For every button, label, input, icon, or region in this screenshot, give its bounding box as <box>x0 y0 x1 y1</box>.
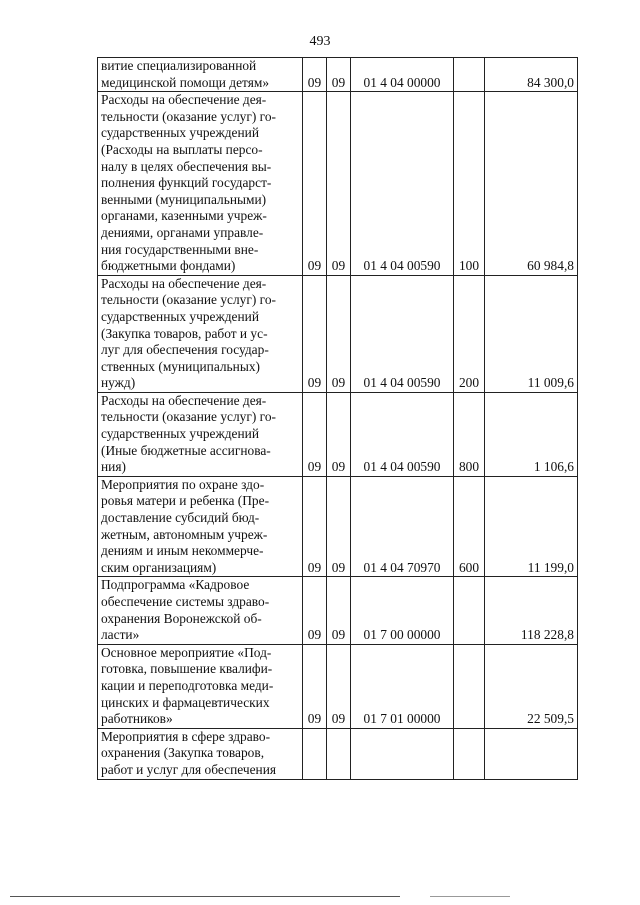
table-row <box>98 644 578 728</box>
section-code-cell: 09 <box>303 392 327 476</box>
table-row <box>98 92 578 276</box>
expense-type-cell <box>454 577 485 644</box>
amount-cell: 118 228,8 <box>485 577 578 644</box>
section-code-cell: 09 <box>303 476 327 577</box>
subsection-code-cell: 09 <box>327 476 351 577</box>
target-article-cell: 01 4 04 70970 <box>351 476 454 577</box>
section-code-cell <box>303 728 327 779</box>
amount-cell <box>485 728 578 779</box>
expense-type-cell: 100 <box>454 92 485 276</box>
target-article-cell: 01 4 04 00590 <box>351 275 454 392</box>
amount-cell: 22 509,5 <box>485 644 578 728</box>
section-code-cell: 09 <box>303 644 327 728</box>
expense-name-cell: Подпрограмма «Кадровое обеспечение системы здраво- охранения Воронежской об- ласти» <box>98 577 303 644</box>
budget-table <box>97 57 578 780</box>
expense-type-cell <box>454 728 485 779</box>
section-code-cell: 09 <box>303 275 327 392</box>
expense-type-cell: 800 <box>454 392 485 476</box>
footer-rule <box>10 896 400 897</box>
expense-name-cell: Расходы на обеспечение дея- тельности (оказание услуг) го- сударственных учреждений (Закупка товаров, работ и ус- луг для обеспечения государ- ственных (муниципальных) нужд) <box>98 275 303 392</box>
amount-cell: 11 199,0 <box>485 476 578 577</box>
expense-type-cell <box>454 58 485 92</box>
expense-type-cell <box>454 644 485 728</box>
section-code-cell: 09 <box>303 58 327 92</box>
subsection-code-cell: 09 <box>327 275 351 392</box>
table-row <box>98 577 578 644</box>
page-number: 493 <box>309 34 331 49</box>
table-row <box>98 275 578 392</box>
expense-type-cell: 200 <box>454 275 485 392</box>
target-article-cell: 01 7 01 00000 <box>351 644 454 728</box>
subsection-code-cell <box>327 728 351 779</box>
target-article-cell: 01 4 04 00590 <box>351 92 454 276</box>
subsection-code-cell: 09 <box>327 92 351 276</box>
amount-cell: 1 106,6 <box>485 392 578 476</box>
amount-cell: 11 009,6 <box>485 275 578 392</box>
target-article-cell: 01 4 04 00590 <box>351 392 454 476</box>
target-article-cell: 01 4 04 00000 <box>351 58 454 92</box>
footer-rule-fragment <box>430 896 510 897</box>
table-row <box>98 476 578 577</box>
table-row <box>98 728 578 779</box>
table-row <box>98 58 578 92</box>
subsection-code-cell: 09 <box>327 644 351 728</box>
expense-name-cell: Расходы на обеспечение дея- тельности (оказание услуг) го- сударственных учреждений (Расходы на выплаты персо- налу в целях обеспечения вы- полнения функций государст- венными (муниципальными) органами, казенными учреж- дениями, органами управле- ния государственными вне- бюджетными фондами) <box>98 92 303 276</box>
expense-name-cell: Расходы на обеспечение дея- тельности (оказание услуг) го- сударственных учреждений (Иные бюджетные ассигнова- ния) <box>98 392 303 476</box>
expense-name-cell: витие специализированной медицинской помощи детям» <box>98 58 303 92</box>
target-article-cell: 01 7 00 00000 <box>351 577 454 644</box>
section-code-cell: 09 <box>303 92 327 276</box>
subsection-code-cell: 09 <box>327 58 351 92</box>
section-code-cell: 09 <box>303 577 327 644</box>
expense-name-cell: Мероприятия в сфере здраво- охранения (Закупка товаров, работ и услуг для обеспечения <box>98 728 303 779</box>
expense-name-cell: Мероприятия по охране здо- ровья матери и ребенка (Пре- доставление субсидий бюд- жетным, автономным учреж- дениям и иным некоммерче- ским организациям) <box>98 476 303 577</box>
table-row <box>98 392 578 476</box>
subsection-code-cell: 09 <box>327 392 351 476</box>
expense-type-cell: 600 <box>454 476 485 577</box>
subsection-code-cell: 09 <box>327 577 351 644</box>
amount-cell: 84 300,0 <box>485 58 578 92</box>
budget-table-body <box>98 58 578 780</box>
expense-name-cell: Основное мероприятие «Под- готовка, повышение квалифи- кации и переподготовка меди- цинских и фармацевтических работников» <box>98 644 303 728</box>
amount-cell: 60 984,8 <box>485 92 578 276</box>
target-article-cell <box>351 728 454 779</box>
